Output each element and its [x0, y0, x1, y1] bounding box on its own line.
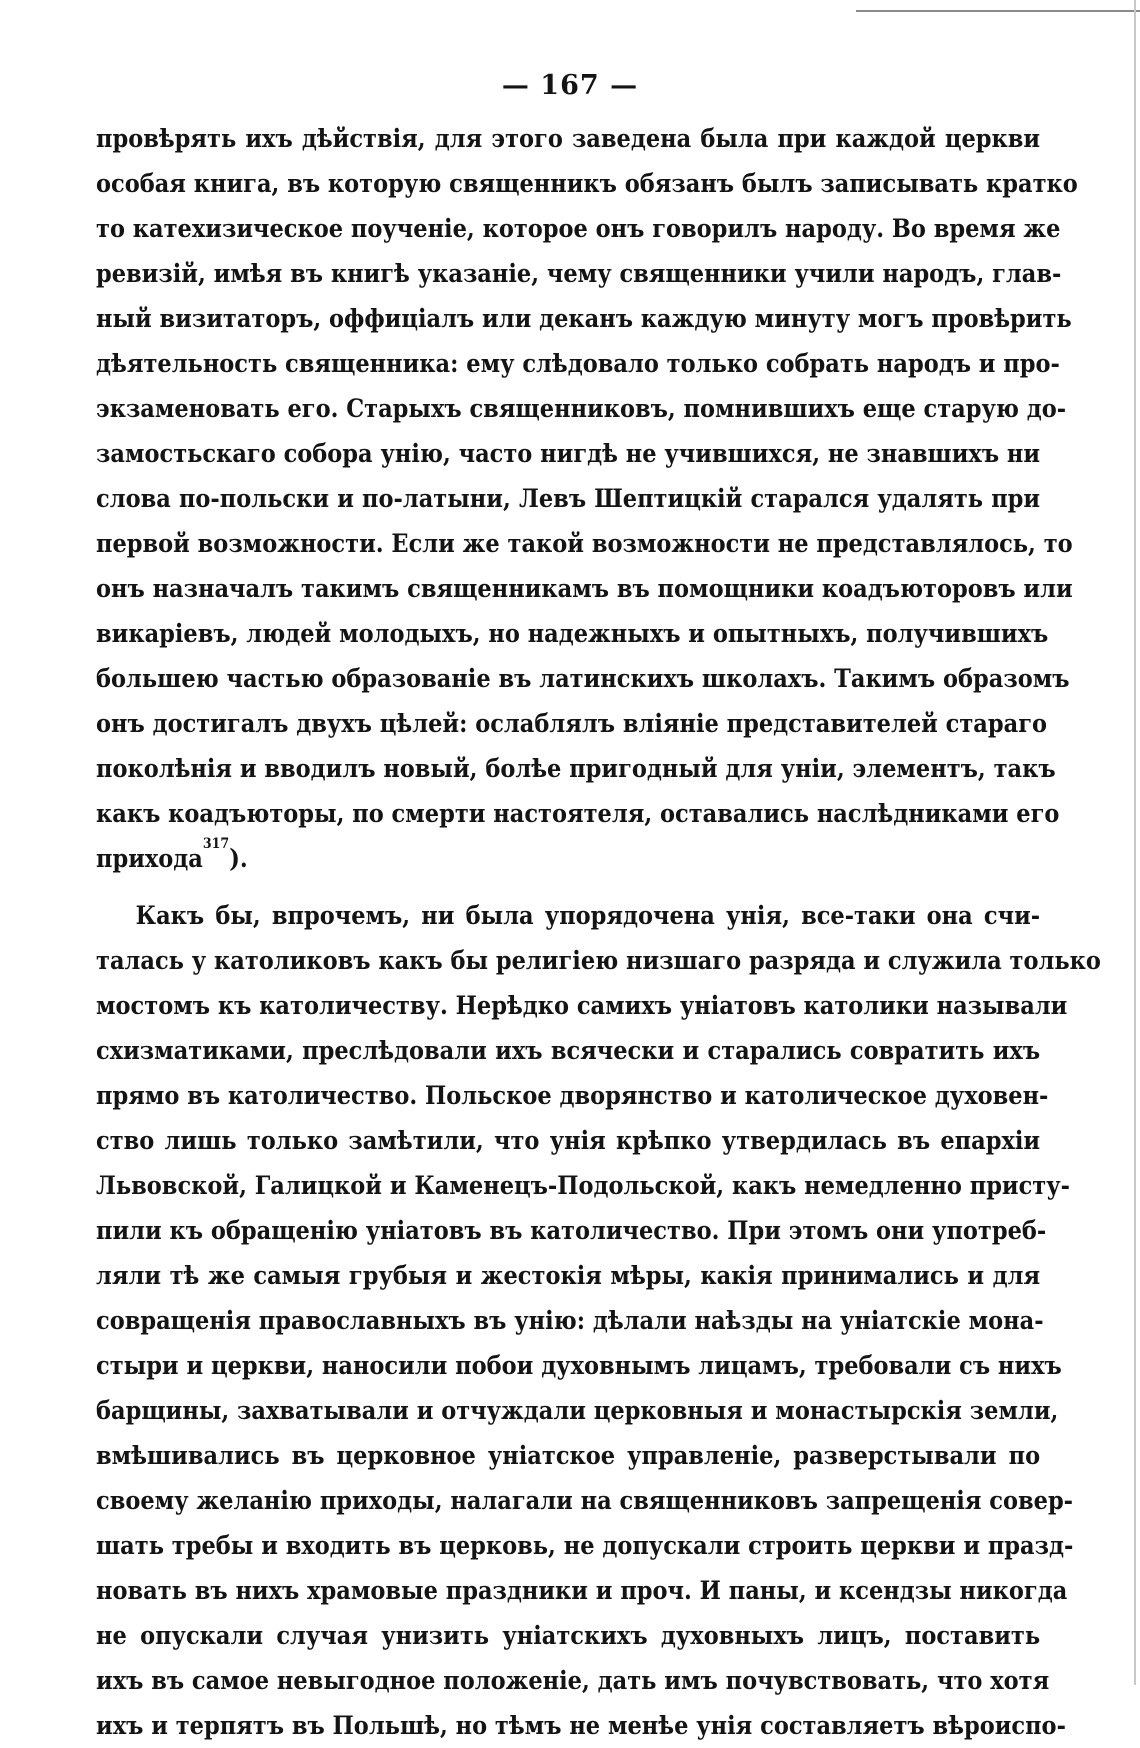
text-line: ство лишь только замѣтили, что унія крѣпко утвердилась въ епархіи	[96, 1126, 1041, 1155]
paragraph-gap	[96, 881, 1040, 893]
text-line: замостьскаго собора унію, часто нигдѣ не учившихся, не знавшихъ ни	[96, 439, 1041, 468]
text-line: своему желанію приходы, налагали на священниковъ запрещенія совер-	[96, 1486, 1074, 1515]
text-line: особая книга, въ которую священникъ обязанъ былъ записывать кратко	[96, 169, 1078, 198]
text-line: Львовской, Галицкой и Каменецъ-Подольской, какъ немедленно присту-	[96, 1171, 1070, 1200]
text-line: онъ достигалъ двухъ цѣлей: ослаблялъ вліяніе представителей стараго	[96, 709, 1047, 738]
footnote-reference[interactable]: 317	[202, 835, 230, 852]
text-line: совращенія православныхъ въ унію: дѣлали наѣзды на уніатскіе мона-	[96, 1306, 1044, 1335]
text-line: слова по-польски и по-латыни, Левъ Шептицкій старался удалять при	[96, 484, 1041, 513]
page-number: — 167 —	[501, 70, 639, 101]
text-line: первой возможности. Если же такой возможности не представлялось, то	[96, 529, 1073, 558]
text-line: ревизій, имѣя въ книгѣ указаніе, чему священники учили народъ, глав-	[96, 259, 1062, 288]
text-line: онъ назначалъ такимъ священникамъ въ помощники коадъюторовъ или	[96, 574, 1073, 603]
text-line: прямо въ католичество. Польское дворянство и католическое духовен-	[96, 1081, 1049, 1110]
paragraph-2	[96, 893, 1101, 1748]
text-line: какъ коадъюторы, по смерти настоятеля, оставались наслѣдниками его	[96, 799, 1060, 828]
text-line: ихъ въ самое невыгодное положеніе, дать имъ почувствовать, что хотя	[96, 1666, 1050, 1695]
body-text	[96, 116, 1101, 1748]
text-line: ляли тѣ же самыя грубыя и жестокія мѣры, какія принимались и для	[96, 1261, 1041, 1290]
text-line: то катехизическое поученіе, которое онъ говорилъ народу. Во время же	[96, 214, 1061, 243]
text-line: стыри и церкви, наносили побои духовнымъ лицамъ, требовали съ нихъ	[96, 1351, 1062, 1380]
paragraph-1	[96, 116, 1078, 881]
text-line: ихъ и терпятъ въ Польшѣ, но тѣмъ не менѣе унія составляетъ вѣроиспо-	[96, 1711, 1066, 1740]
text-line: дѣятельность священника: ему слѣдовало только собрать народъ и про-	[96, 349, 1060, 378]
text-line-last	[96, 836, 1040, 881]
text-line: мостомъ къ католичеству. Нерѣдко самихъ уніатовъ католики называли	[96, 991, 1068, 1020]
text-line: экзаменовать его. Старыхъ священниковъ, помнившихъ еще старую до-	[96, 394, 1067, 423]
text-line: провѣрять ихъ дѣйствія, для этого заведена была при каждой церкви	[96, 124, 1041, 153]
scan-edge-line	[856, 10, 1140, 12]
text-line: вмѣшивались въ церковное уніатское управленіе, разверстывали по	[96, 1441, 1041, 1470]
scan-edge-shadow	[1134, 0, 1136, 1685]
text-line: пили къ обращенію уніатовъ въ католичество. При этомъ они употреб-	[96, 1216, 1047, 1245]
text-line: ный визитаторъ, оффиціалъ или деканъ каждую минуту могъ провѣрить	[96, 304, 1072, 333]
text-line: талась у католиковъ какъ бы религіею низшаго разряда и служила только	[96, 946, 1101, 975]
text-line: схизматиками, преслѣдовали ихъ всячески и старались совратить ихъ	[96, 1036, 1041, 1065]
text-line: большею частью образованіе въ латинскихъ школахъ. Такимъ образомъ	[96, 664, 1070, 693]
text-line: новать въ нихъ храмовые праздники и проч. И паны, и ксендзы никогда	[96, 1576, 1068, 1605]
text-line: барщины, захватывали и отчуждали церковныя и монастырскія земли,	[96, 1396, 1059, 1425]
text-line: поколѣнія и вводилъ новый, болѣе пригодный для уніи, элементъ, такъ	[96, 754, 1056, 783]
text-line: не опускали случая унизить уніатскихъ духовныхъ лицъ, поставить	[96, 1621, 1041, 1650]
text-line: викаріевъ, людей молодыхъ, но надежныхъ и опытныхъ, получившихъ	[96, 619, 1049, 648]
text-line: Какъ бы, впрочемъ, ни была упорядочена унія, все-таки она счи-	[135, 901, 1041, 930]
text-line: шать требы и входить въ церковь, не допускали строить церкви и празд-	[96, 1531, 1074, 1560]
last-line-text: прихода	[96, 844, 203, 873]
last-line-tail: ).	[229, 844, 248, 873]
